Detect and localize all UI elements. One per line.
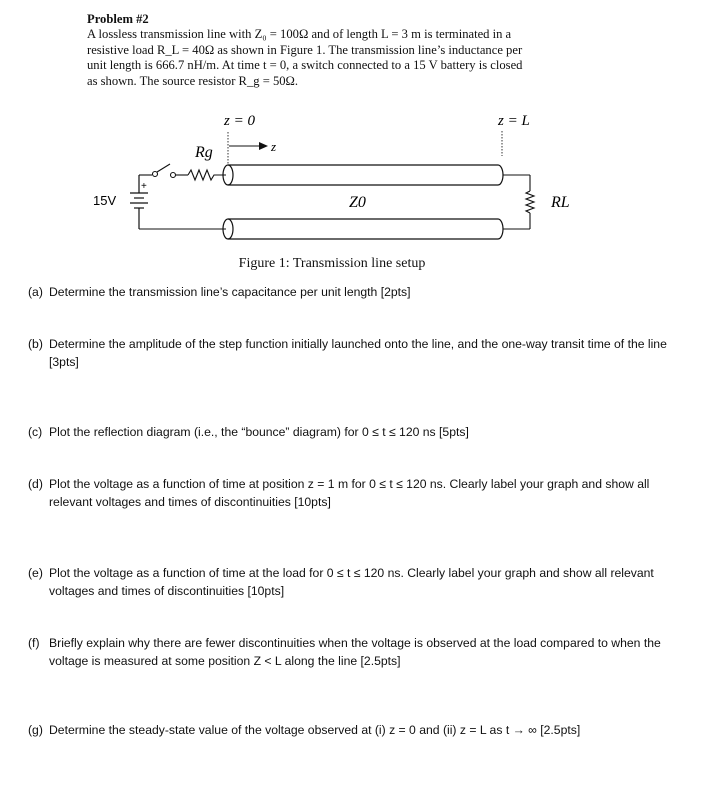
question-text: Determine the steady-state value of the voltage observed at (i) z = 0 and (ii) z = L as t → ∞ [2.5pts] xyxy=(49,723,581,737)
question-text: Plot the voltage as a function of time at position z = 1 m for 0 ≤ t ≤ 120 ns. Clearly label your graph and show all relevant voltages and times of discontinuities [10pts] xyxy=(49,477,650,509)
problem-title: Problem #2 xyxy=(87,12,149,26)
problem-line: A lossless transmission line with Z₀ = 100Ω and of length L = 3 m is terminated in a xyxy=(87,27,512,42)
question-e xyxy=(28,565,692,600)
question-text: Determine the transmission line’s capacitance per unit length [2pts] xyxy=(49,285,411,299)
question-label: (g) xyxy=(28,723,43,737)
rl-resistor xyxy=(526,191,534,213)
question-label: (d) xyxy=(28,477,43,491)
problem-line: resistive load R_L = 40Ω as shown in Figure 1. The transmission line’s inductance per xyxy=(87,42,523,57)
question-d xyxy=(28,476,692,511)
question-label: (a) xyxy=(28,285,43,299)
problem-line: unit length is 666.7 nH/m. At time t = 0, a switch connected to a 15 V battery is closed xyxy=(87,58,523,73)
question-f xyxy=(28,635,692,670)
question-a xyxy=(28,284,692,302)
z-direction-arrow xyxy=(229,142,268,150)
rl-label: RL xyxy=(551,194,570,211)
question-g xyxy=(28,722,692,740)
figure-caption: Figure 1: Transmission line setup xyxy=(238,256,426,271)
battery-label: 15V xyxy=(93,193,117,208)
problem-line: as shown. The source resistor R_g = 50Ω. xyxy=(87,73,299,88)
question-b xyxy=(28,336,692,371)
rg-label: Rg xyxy=(195,144,213,161)
rg-resistor xyxy=(188,170,226,180)
bottom-conductor xyxy=(223,219,503,239)
z0-label: z = 0 xyxy=(224,113,255,129)
question-label: (e) xyxy=(28,566,43,580)
question-c xyxy=(28,424,692,442)
load-wiring xyxy=(503,175,530,229)
question-label: (f) xyxy=(28,636,40,650)
question-label: (b) xyxy=(28,337,43,351)
question-text: Plot the reflection diagram (i.e., the “bounce” diagram) for 0 ≤ t ≤ 120 ns [5pts] xyxy=(49,425,469,439)
z-arrow-label: z xyxy=(271,139,277,154)
switch-symbol xyxy=(139,164,188,178)
top-conductor xyxy=(223,165,503,185)
battery-plus: + xyxy=(141,181,147,192)
line-impedance-label: Z0 xyxy=(349,194,366,211)
question-text: Plot the voltage as a function of time at the load for 0 ≤ t ≤ 120 ns. Clearly label your graph and show all relevant voltages and times of discontinuities [10pts] xyxy=(49,566,654,598)
question-text: Determine the amplitude of the step function initially launched onto the line, and the one-way transit time of the line [3pts] xyxy=(49,337,667,369)
question-text: Briefly explain why there are fewer discontinuities when the voltage is observed at the load compared to when the voltage is measured at some position Z < L along the line [2.5pts] xyxy=(49,636,661,668)
zL-label: z = L xyxy=(498,113,530,129)
question-label: (c) xyxy=(28,425,43,439)
